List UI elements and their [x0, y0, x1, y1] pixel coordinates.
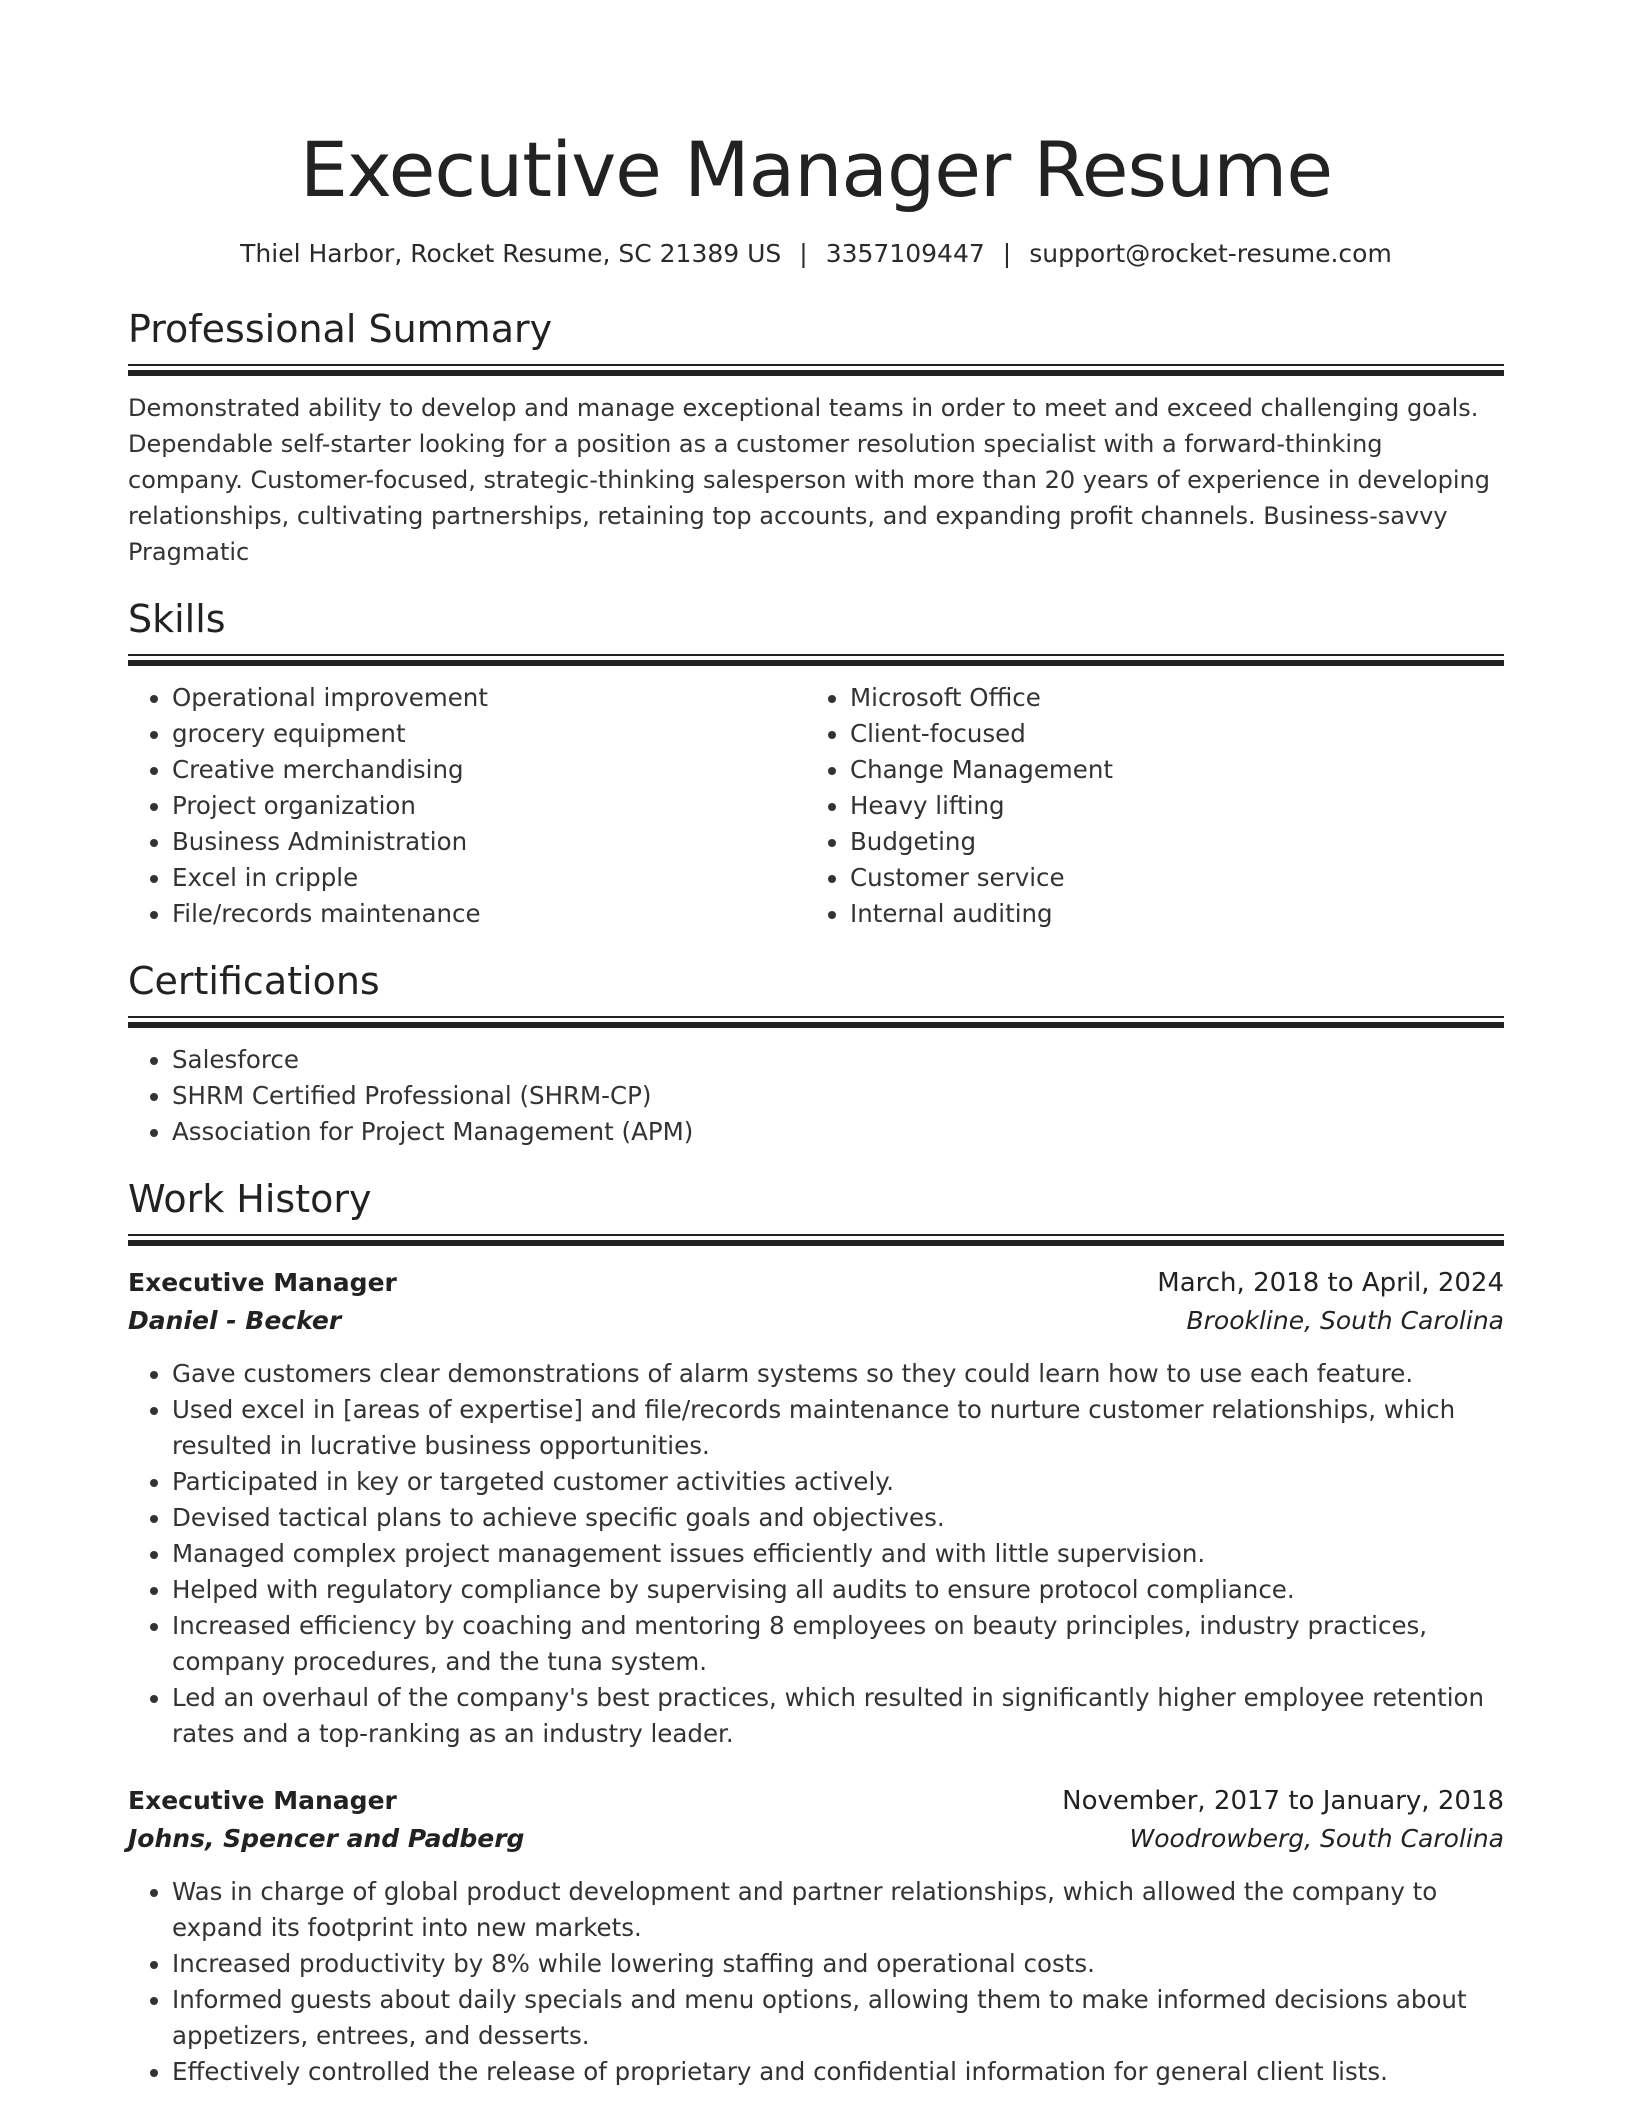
job-entry: [128, 1264, 1504, 1752]
job-dates: November, 2017 to January, 2018: [1062, 1786, 1504, 1816]
skill-item: • Project organization: [172, 788, 806, 824]
section-divider: [128, 1234, 1504, 1246]
skills-grid: [128, 680, 1504, 932]
job-bullet: • Participated in key or targeted customer activities actively.: [172, 1464, 1504, 1500]
job-bullet: • Informed guests about daily specials and menu options, allowing them to make informed decisions about appetizers, entrees, and desserts.: [172, 1982, 1504, 2054]
skill-item: • Business Administration: [172, 824, 806, 860]
skill-item: • File/records maintenance: [172, 896, 806, 932]
skills-column-right: [806, 680, 1484, 932]
summary-section: [128, 306, 1504, 570]
section-heading-work-history: Work History: [128, 1177, 372, 1221]
contact-email: support@rocket-resume.com: [1029, 239, 1392, 268]
certification-item: • Association for Project Management (APM): [172, 1114, 1504, 1150]
job-subheader: [128, 1820, 1504, 1858]
skill-item: • grocery equipment: [172, 716, 806, 752]
job-company: Johns, Spencer and Padberg: [128, 1824, 525, 1853]
job-entry: [128, 1782, 1504, 2090]
skill-item: • Internal auditing: [850, 896, 1484, 932]
job-location: Brookline, South Carolina: [1186, 1306, 1504, 1335]
skill-item: • Operational improvement: [172, 680, 806, 716]
skill-item: • Client-focused: [850, 716, 1484, 752]
section-heading-skills: Skills: [128, 597, 226, 641]
contact-address: Thiel Harbor, Rocket Resume, SC 21389 US: [240, 239, 782, 268]
job-header: [128, 1782, 1504, 1820]
section-divider: [128, 654, 1504, 666]
skill-item: • Change Management: [850, 752, 1484, 788]
resume-page: [128, 0, 1504, 2090]
section-divider: [128, 1016, 1504, 1028]
job-bullet: • Increased efficiency by coaching and mentoring 8 employees on beauty principles, industry practices, company procedures, and the tuna system.: [172, 1608, 1504, 1680]
skills-list-right: [806, 680, 1484, 932]
certification-item: • SHRM Certified Professional (SHRM-CP): [172, 1078, 1504, 1114]
skill-item: • Excel in cripple: [172, 860, 806, 896]
section-heading-certifications: Certifications: [128, 959, 380, 1003]
job-bullet: • Effectively controlled the release of proprietary and confidential information for general client lists.: [172, 2054, 1504, 2090]
job-bullet: • Devised tactical plans to achieve specific goals and objectives.: [172, 1500, 1504, 1536]
summary-text: Demonstrated ability to develop and manage exceptional teams in order to meet and exceed challenging goals. Dependable self-starter looking for a position as a customer resolution specialist with a forward-thinking company. Customer-focused, strategic-thinking salesperson with more than 20 years of experience in developing relationships, cultivating partnerships, retaining top accounts, and expanding profit channels. Business-savvy Pragmatic: [128, 394, 1490, 566]
job-title: Executive Manager: [128, 1786, 397, 1815]
job-location: Woodrowberg, South Carolina: [1129, 1824, 1504, 1853]
job-bullets: [128, 1356, 1504, 1752]
skill-item: • Microsoft Office: [850, 680, 1484, 716]
contact-separator: |: [1002, 239, 1012, 268]
job-bullets: [128, 1874, 1504, 2090]
contact-separator: |: [799, 239, 808, 268]
job-bullet: • Was in charge of global product development and partner relationships, which allowed the company to expand its footprint into new markets.: [172, 1874, 1504, 1946]
section-heading-summary: Professional Summary: [128, 307, 553, 351]
job-bullet: • Helped with regulatory compliance by supervising all audits to ensure protocol compliance.: [172, 1572, 1504, 1608]
skill-item: • Budgeting: [850, 824, 1484, 860]
section-divider: [128, 364, 1504, 376]
job-bullet: • Used excel in [areas of expertise] and file/records maintenance to nurture customer relationships, which resulted in lucrative business opportunities.: [172, 1392, 1504, 1464]
skill-item: • Customer service: [850, 860, 1484, 896]
certification-item: • Salesforce: [172, 1042, 1504, 1078]
work-history-section: [128, 1176, 1504, 2090]
job-bullet: • Led an overhaul of the company's best practices, which resulted in significantly higher employee retention rates and a top-ranking as an industry leader.: [172, 1680, 1504, 1752]
skill-item: • Creative merchandising: [172, 752, 806, 788]
skill-item: • Heavy lifting: [850, 788, 1484, 824]
contact-line: [128, 238, 1504, 270]
job-bullet: • Managed complex project management issues efficiently and with little supervision.: [172, 1536, 1504, 1572]
certifications-list: [128, 1042, 1504, 1150]
certifications-section: [128, 958, 1504, 1150]
job-subheader: [128, 1302, 1504, 1340]
skills-column-left: [128, 680, 806, 932]
job-bullet: • Gave customers clear demonstrations of alarm systems so they could learn how to use each feature.: [172, 1356, 1504, 1392]
job-title: Executive Manager: [128, 1268, 397, 1297]
skills-list-left: [128, 680, 806, 932]
job-header: [128, 1264, 1504, 1302]
skills-section: [128, 596, 1504, 932]
contact-phone: 3357109447: [825, 239, 985, 268]
job-bullet: • Increased productivity by 8% while lowering staffing and operational costs.: [172, 1946, 1504, 1982]
resume-title: Executive Manager Resume: [299, 125, 1333, 214]
job-dates: March, 2018 to April, 2024: [1157, 1268, 1504, 1298]
job-company: Daniel - Becker: [128, 1306, 342, 1335]
